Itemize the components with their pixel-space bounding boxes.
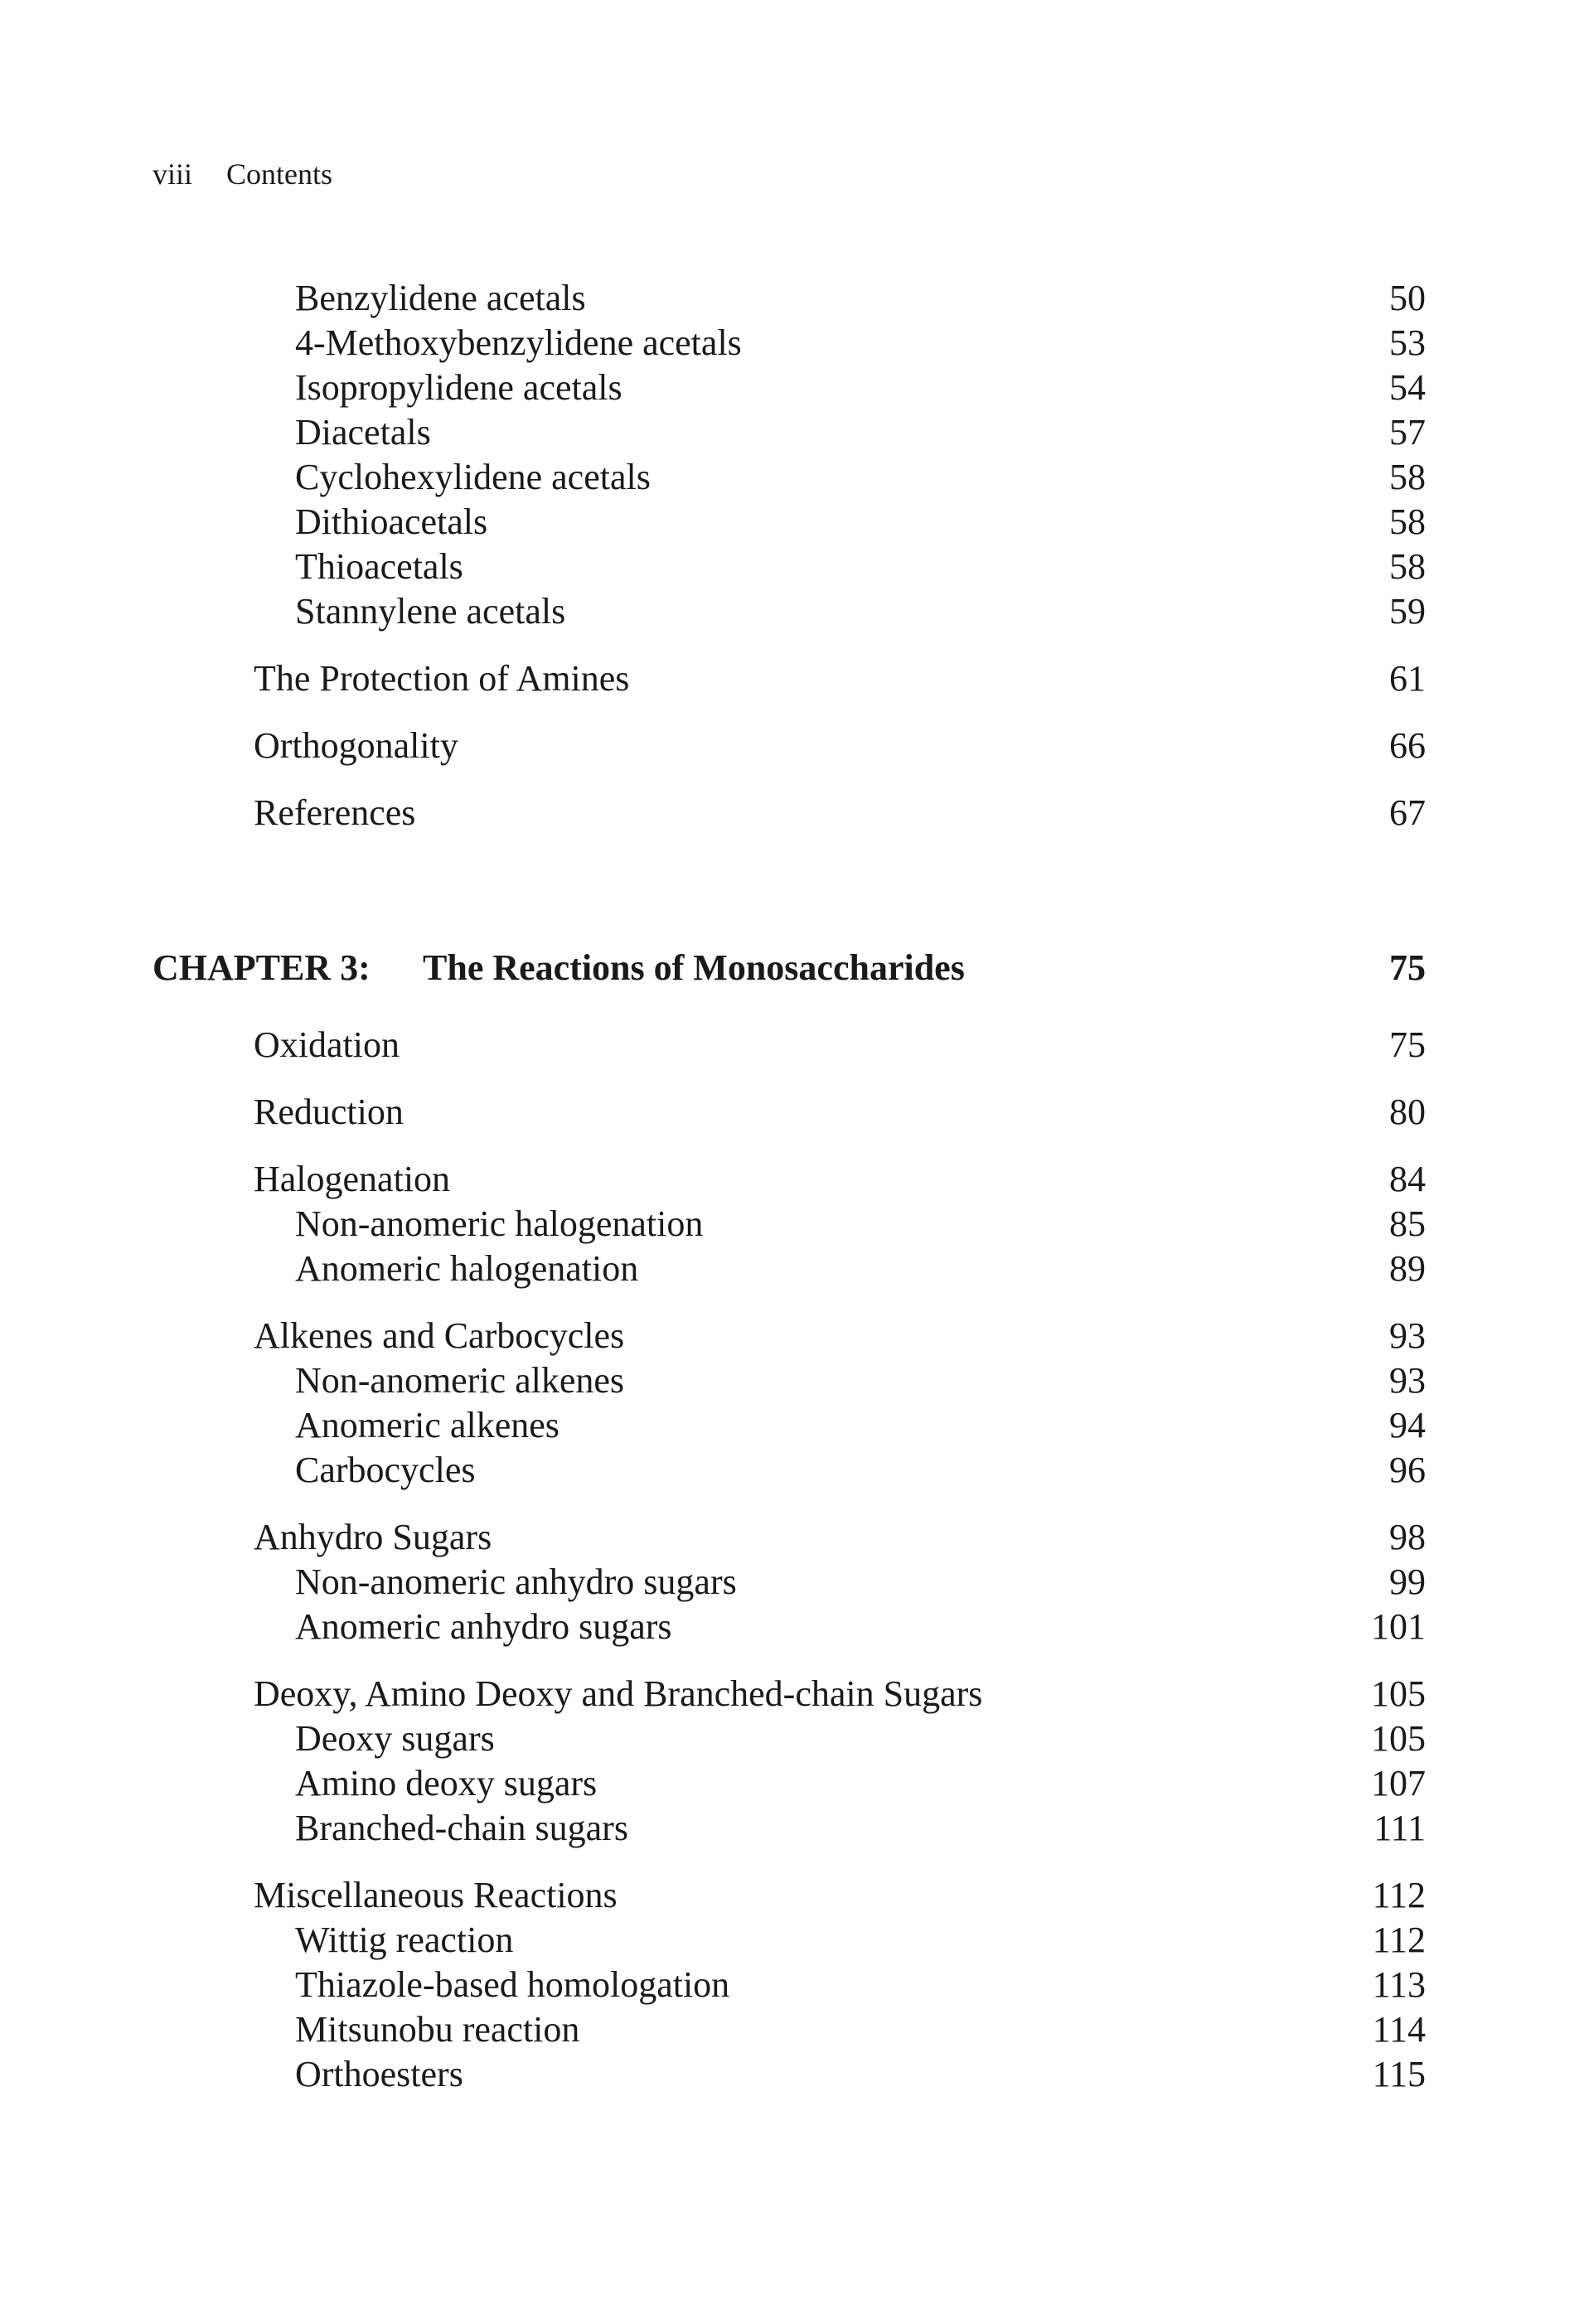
toc-entry[interactable] [153, 500, 1426, 545]
toc-entry-page: 99 [1389, 1561, 1426, 1602]
toc-section-entry[interactable] [153, 1157, 1426, 1202]
toc-entry-label: Miscellaneous Reactions [254, 1875, 618, 1915]
toc-section-entry[interactable] [153, 1090, 1426, 1135]
toc-entry-label: Wittig reaction [295, 1920, 514, 1960]
toc-section-entry[interactable] [153, 656, 1426, 701]
toc-entry-label: Mitsunobu reaction [295, 2009, 580, 2050]
toc-entry-label: The Protection of Amines [254, 658, 630, 699]
toc-entry-page: 96 [1389, 1450, 1426, 1490]
toc-entry-page: 80 [1389, 1092, 1426, 1132]
toc-entry-page: 59 [1389, 591, 1426, 632]
toc-entry-page: 50 [1389, 278, 1426, 318]
toc-entry[interactable] [153, 410, 1426, 455]
toc-entry-label: Carbocycles [295, 1450, 476, 1490]
toc-entry-page: 61 [1389, 658, 1426, 699]
toc-entry-label: Non-anomeric anhydro sugars [295, 1561, 737, 1602]
toc-entry-label: 4-Methoxybenzylidene acetals [295, 322, 742, 363]
toc-entry-page: 85 [1389, 1203, 1426, 1244]
toc-entry-page: 111 [1373, 1808, 1426, 1848]
toc-entry-page: 54 [1389, 367, 1426, 408]
running-head [153, 156, 332, 192]
toc-entry-page: 67 [1389, 792, 1426, 833]
toc-entry[interactable] [153, 455, 1426, 500]
toc-section-entry[interactable] [153, 1672, 1426, 1716]
toc-entry-label: Stannylene acetals [295, 591, 566, 632]
toc-entry-page: 58 [1389, 546, 1426, 587]
toc-entry-label: Anomeric alkenes [295, 1405, 560, 1445]
toc-entry[interactable] [153, 1358, 1426, 1403]
toc-entry[interactable] [153, 1963, 1426, 2007]
toc-entry-page: 53 [1389, 322, 1426, 363]
toc-section-entry[interactable] [153, 1314, 1426, 1358]
toc-entry[interactable] [153, 589, 1426, 634]
toc-entry-page: 114 [1372, 2009, 1426, 2050]
toc-entry-page: 58 [1389, 457, 1426, 497]
toc-entry-label: Deoxy sugars [295, 1718, 495, 1759]
toc-entry-page: 57 [1389, 412, 1426, 453]
toc-entry-page: 89 [1389, 1248, 1426, 1289]
table-of-contents [153, 276, 1426, 2097]
toc-entry[interactable] [153, 1806, 1426, 1851]
toc-entry[interactable] [153, 1761, 1426, 1806]
toc-entry-label: Thiazole-based homologation [295, 1964, 730, 2005]
toc-entry[interactable] [153, 366, 1426, 410]
toc-entry-page: 93 [1389, 1360, 1426, 1401]
toc-entry-label: References [254, 792, 416, 833]
toc-section-entry[interactable] [153, 724, 1426, 768]
toc-entry-label: Anomeric anhydro sugars [295, 1606, 672, 1647]
toc-entry-label: Orthoesters [295, 2054, 463, 2094]
chapter-heading[interactable] [153, 945, 1426, 991]
toc-section-entry[interactable] [153, 1873, 1426, 1918]
toc-entry-label: Amino deoxy sugars [295, 1763, 598, 1804]
toc-entry[interactable] [153, 1605, 1426, 1649]
toc-entry[interactable] [153, 276, 1426, 321]
toc-entry-label: Alkenes and Carbocycles [254, 1315, 625, 1356]
toc-entry-page: 98 [1389, 1517, 1426, 1557]
chapter-number: CHAPTER 3: [153, 947, 371, 988]
toc-entry-page: 66 [1389, 725, 1426, 766]
toc-entry-label: Anomeric halogenation [295, 1248, 639, 1289]
toc-entry[interactable] [153, 1448, 1426, 1493]
chapter-title: The Reactions of Monosaccharides [423, 947, 965, 988]
toc-entry[interactable] [153, 545, 1426, 589]
toc-entry-page: 101 [1371, 1606, 1426, 1647]
toc-entry[interactable] [153, 2007, 1426, 2052]
toc-entry-label: Isopropylidene acetals [295, 367, 623, 408]
toc-entry-page: 107 [1371, 1763, 1426, 1804]
toc-entry-page: 94 [1389, 1405, 1426, 1445]
toc-entry-label: Branched-chain sugars [295, 1808, 628, 1848]
toc-entry[interactable] [153, 1247, 1426, 1291]
toc-entry-label: Cyclohexylidene acetals [295, 457, 651, 497]
toc-entry-label: Halogenation [254, 1159, 451, 1199]
toc-section-entry[interactable] [153, 791, 1426, 835]
toc-entry[interactable] [153, 1403, 1426, 1448]
toc-section-entry[interactable] [153, 1515, 1426, 1560]
toc-entry-page: 112 [1372, 1920, 1426, 1960]
toc-section-entry[interactable] [153, 1023, 1426, 1068]
running-title: Contents [226, 157, 333, 191]
toc-entry[interactable] [153, 1560, 1426, 1605]
toc-entry[interactable] [153, 1716, 1426, 1761]
chapter-page: 75 [1389, 947, 1426, 988]
toc-entry[interactable] [153, 2052, 1426, 2097]
toc-entry[interactable] [153, 321, 1426, 366]
toc-entry-label: Oxidation [254, 1024, 400, 1065]
toc-entry-label: Non-anomeric alkenes [295, 1360, 625, 1401]
toc-entry-page: 75 [1389, 1024, 1426, 1065]
toc-entry-label: Deoxy, Amino Deoxy and Branched-chain Sugars [254, 1673, 983, 1714]
toc-entry-page: 84 [1389, 1159, 1426, 1199]
toc-entry-label: Non-anomeric halogenation [295, 1203, 704, 1244]
toc-entry-label: Orthogonality [254, 725, 458, 766]
toc-entry-page: 58 [1389, 501, 1426, 542]
toc-entry-label: Anhydro Sugars [254, 1517, 492, 1557]
toc-entry-label: Thioacetals [295, 546, 463, 587]
toc-entry-page: 115 [1372, 2054, 1426, 2094]
toc-entry-label: Reduction [254, 1092, 404, 1132]
toc-entry-label: Dithioacetals [295, 501, 488, 542]
toc-entry-label: Benzylidene acetals [295, 278, 586, 318]
toc-entry-label: Diacetals [295, 412, 431, 453]
toc-entry-page: 105 [1371, 1718, 1426, 1759]
toc-entry-page: 105 [1371, 1673, 1426, 1714]
toc-entry-page: 113 [1372, 1964, 1426, 2005]
toc-entry[interactable] [153, 1918, 1426, 1963]
page-folio: viii [153, 157, 193, 191]
toc-entry-page: 93 [1389, 1315, 1426, 1356]
toc-entry[interactable] [153, 1202, 1426, 1247]
toc-entry-page: 112 [1372, 1875, 1426, 1915]
